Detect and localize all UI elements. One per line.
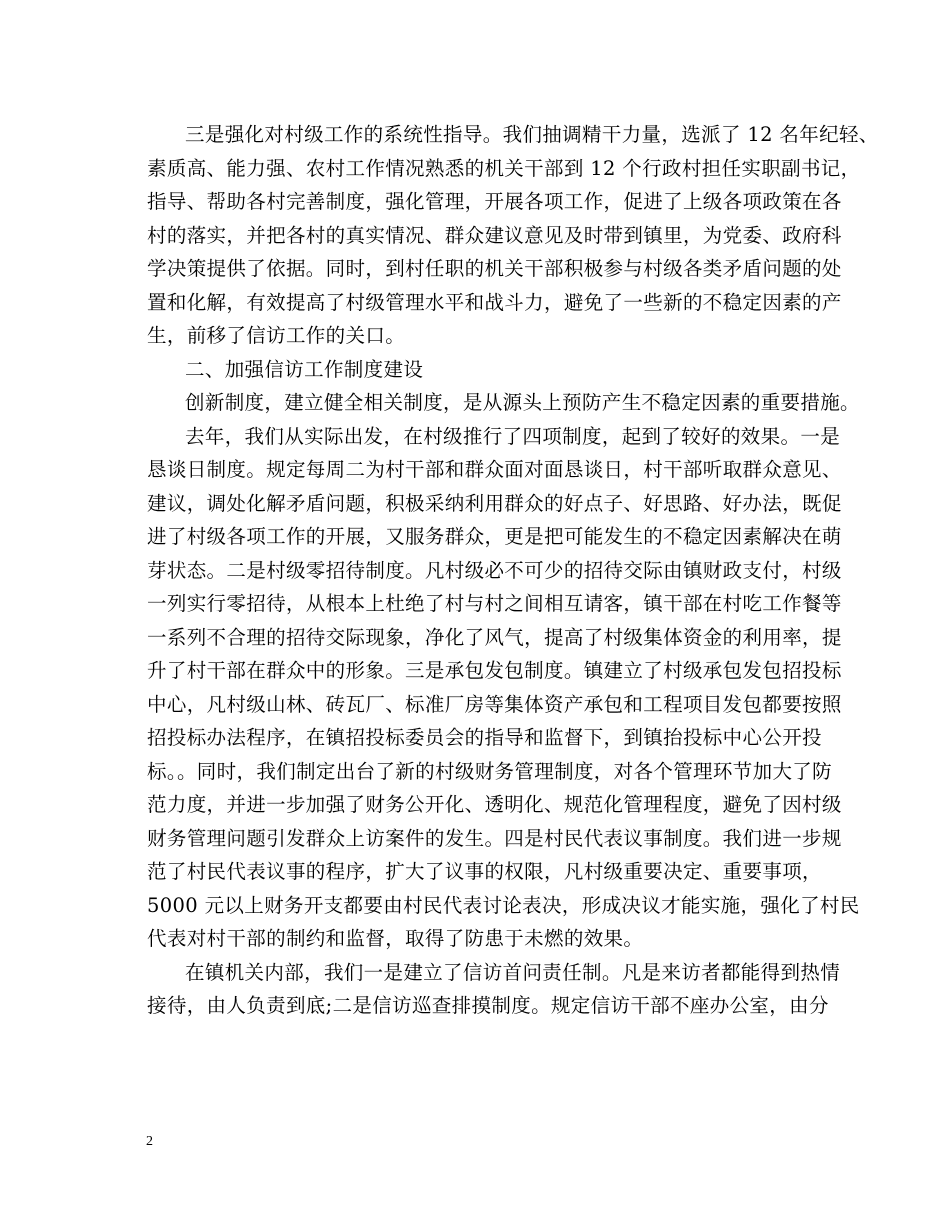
text-line: 代表对村干部的制约和监督，取得了防患于未燃的效果。: [147, 927, 644, 950]
paragraph: [147, 118, 879, 353]
text-line: 指导、帮助各村完善制度，强化管理，开展各项工作，促进了上级各项政策在各: [147, 190, 842, 213]
paragraph: [147, 420, 860, 956]
text-line: 在镇机关内部，我们一是建立了信访首问责任制。凡是来访者都能得到热情: [185, 960, 841, 984]
text-line: 芽状态。二是村级零招待制度。凡村级必不可少的招待交际由镇财政支付，村级: [147, 558, 842, 582]
text-line: 村的落实，并把各村的真实情况、群众建议意见及时带到镇里，为党委、政府科: [147, 223, 842, 247]
text-line: 二、加强信访工作制度建设: [185, 357, 424, 381]
paragraph: [147, 956, 841, 1023]
paragraph: [147, 386, 860, 420]
text-line: 标。。同时，我们制定出台了新的村级财务管理制度，对各个管理环节加大了防: [147, 759, 833, 783]
text-line: 创新制度，建立健全相关制度，是从源头上预防产生不稳定因素的重要措施。: [185, 391, 860, 414]
text-line: 置和化解，有效提高了村级管理水平和战斗力，避免了一些新的不稳定因素的产: [147, 290, 842, 314]
page-number: 2: [146, 1134, 153, 1149]
text-line: 范力度，并进一步加强了财务公开化、透明化、规范化管理程度，避免了因村级: [147, 793, 842, 816]
text-line: 恳谈日制度。规定每周二为村干部和群众面对面恳谈日，村干部听取群众意见、: [147, 458, 842, 481]
text-line: 去年，我们从实际出发，在村级推行了四项制度，起到了较好的效果。一是: [185, 424, 841, 448]
text-line: 招投标办法程序，在镇招投标委员会的指导和监督下，到镇抬投标中心公开投: [147, 726, 822, 749]
text-line: 学决策提供了依据。同时，到村任职的机关干部积极参与村级各类矛盾问题的处: [147, 257, 842, 280]
text-line: 三是强化对村级工作的系统性指导。我们抽调精干力量，选派了 12 名年纪轻、: [185, 123, 879, 146]
text-line: 5000 元以上财务开支都要由村民代表讨论表决，形成决议才能实施，强化了村民: [147, 893, 860, 917]
text-line: 一列实行零招待，从根本上杜绝了村与村之间相互请客，镇干部在村吃工作餐等: [147, 592, 842, 615]
text-line: 素质高、能力强、农村工作情况熟悉的机关干部到 12 个行政村担任实职副书记，: [147, 156, 861, 180]
text-line: 中心，凡村级山林、砖瓦厂、标准厂房等集体资产承包和工程项目发包都要按照: [147, 692, 842, 716]
text-line: 范了村民代表议事的程序，扩大了议事的权限，凡村级重要决定、重要事项，: [147, 860, 822, 883]
text-line: 一系列不合理的招待交际现象，净化了风气，提高了村级集体资金的利用率，提: [147, 625, 842, 649]
text-line: 进了村级各项工作的开展，又服务群众，更是把可能发生的不稳定因素解决在萌: [147, 525, 842, 548]
text-line: 接待，由人负责到底;二是信访巡查排摸制度。规定信访干部不座办公室，由分: [147, 994, 829, 1017]
text-line: 生，前移了信访工作的关口。: [147, 324, 406, 347]
paragraph: [147, 353, 813, 387]
text-line: 升了村干部在群众中的形象。三是承包发包制度。镇建立了村级承包发包招投标: [147, 659, 842, 682]
text-line: 财务管理问题引发群众上访案件的发生。四是村民代表议事制度。我们进一步规: [147, 826, 842, 850]
body-text: [147, 118, 879, 1023]
text-line: 建议，调处化解矛盾问题，积极采纳利用群众的好点子、好思路、好办法，既促: [147, 491, 842, 515]
